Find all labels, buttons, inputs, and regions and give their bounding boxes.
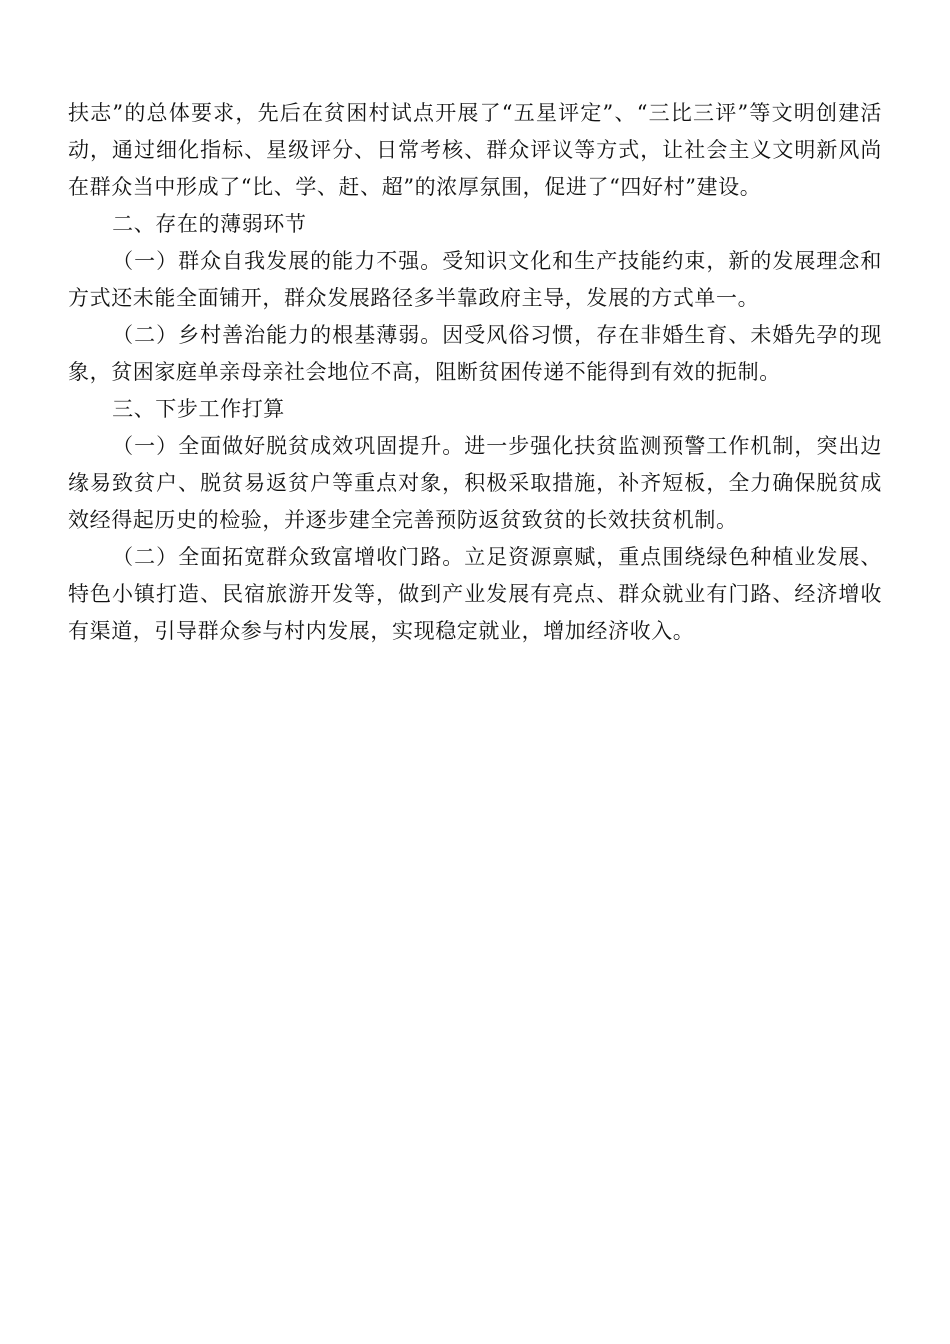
paragraph-next-step-1: （一）全面做好脱贫成效巩固提升。进一步强化扶贫监测预警工作机制，突出边缘易致贫户、脱贫易返贫户等重点对象，积极采取措施，补齐短板，全力确保脱贫成效经得起历史的检验，并逐步建全完善预防返贫致贫的长效扶贫机制。 (68, 434, 882, 532)
paragraph-continuation: 扶志”的总体要求，先后在贫困村试点开展了“五星评定”、“三比三评”等文明创建活动，通过细化指标、星级评分、日常考核、群众评议等方式，让社会主义文明新风尚在群众当中形成了“比、学、赶、超”的浓厚氛围，促进了“四好村”建设。 (68, 101, 882, 199)
paragraph-next-step-2: （二）全面拓宽群众致富增收门路。立足资源禀赋，重点围绕绿色种植业发展、特色小镇打造、民宿旅游开发等，做到产业发展有亮点、群众就业有门路、经济增收有渠道，引导群众参与村内发展，实现稳定就业，增加经济收入。 (68, 545, 882, 643)
paragraph-weak-link-1: （一）群众自我发展的能力不强。受知识文化和生产技能约束，新的发展理念和方式还未能全面铺开，群众发展路径多半靠政府主导，发展的方式单一。 (68, 249, 882, 310)
paragraph-weak-link-2: （二）乡村善治能力的根基薄弱。因受风俗习惯，存在非婚生育、未婚先孕的现象，贫困家庭单亲母亲社会地位不高，阻断贫困传递不能得到有效的扼制。 (68, 323, 882, 384)
section-heading-weak-links: 二、存在的薄弱环节 (112, 212, 307, 236)
section-heading-next-steps: 三、下步工作打算 (112, 397, 285, 421)
document-body (68, 95, 882, 650)
